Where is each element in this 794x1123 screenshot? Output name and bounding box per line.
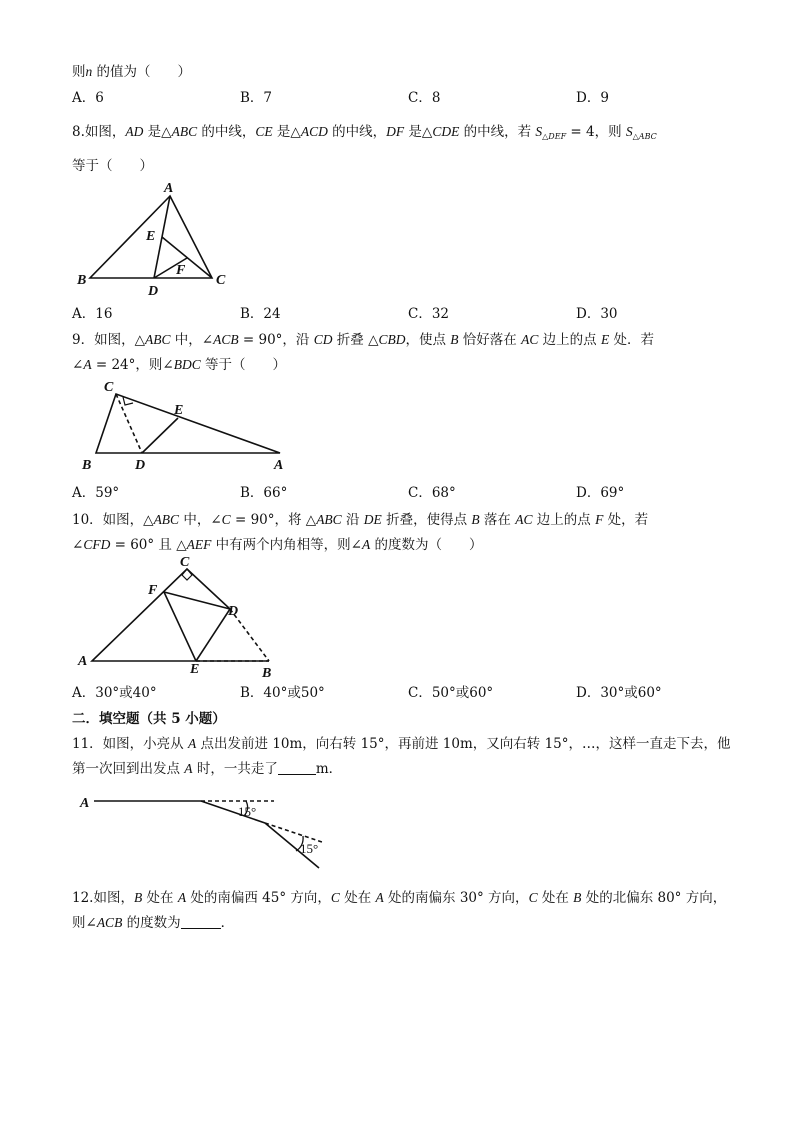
stem-text-fragment: 处，若 bbox=[603, 512, 649, 528]
stem-text-fragment: B bbox=[573, 890, 582, 905]
q11-answer-blank[interactable] bbox=[278, 761, 316, 775]
q9-fold-line-cd bbox=[116, 394, 142, 453]
stem-text-fragment: CE bbox=[255, 124, 273, 139]
stem-text-fragment: S bbox=[625, 124, 633, 139]
q8-option-c[interactable]: C．32 bbox=[408, 306, 450, 322]
q9-figure bbox=[78, 380, 298, 472]
q10-option-c[interactable]: C．50°或60° bbox=[408, 685, 494, 701]
stem-text-fragment: 点出发前进 10m，向右转 15°，再前进 10m，又向右转 15°，…，这样一直走下去，他 bbox=[196, 736, 731, 752]
stem-text-fragment: C bbox=[528, 890, 538, 905]
q8-label-e: E bbox=[146, 229, 156, 244]
stem-text-fragment: △DEF bbox=[542, 132, 567, 141]
stem-text-fragment: A bbox=[187, 736, 197, 751]
stem-text-fragment: ACD bbox=[300, 124, 328, 139]
stem-text-fragment: 等于（ ） bbox=[200, 357, 286, 373]
q9-segment-de bbox=[142, 418, 178, 453]
stem-text-fragment: m． bbox=[315, 761, 343, 777]
q10-label-c: C bbox=[180, 555, 190, 570]
stem-text-fragment: ABC bbox=[153, 512, 180, 527]
q12-stem-line2 bbox=[72, 914, 234, 932]
stem-text-fragment: AC bbox=[521, 332, 539, 347]
q10-option-d[interactable]: D．30°或60° bbox=[576, 685, 662, 701]
q7-option-b[interactable]: B．7 bbox=[240, 90, 273, 106]
stem-text-fragment: E bbox=[600, 332, 610, 347]
stem-text-fragment: S bbox=[535, 124, 543, 139]
stem-text-fragment: 恰好落在 bbox=[458, 332, 522, 348]
stem-text-fragment: ABC bbox=[144, 332, 171, 347]
q7-option-c[interactable]: C．8 bbox=[408, 90, 441, 106]
stem-text-fragment: 沿 bbox=[341, 512, 364, 528]
q10-fold-line-de bbox=[196, 609, 230, 661]
q8-label-b: B bbox=[77, 273, 87, 288]
q9-option-d[interactable]: D．69° bbox=[576, 485, 625, 501]
stem-text-fragment: ABC bbox=[171, 124, 198, 139]
q9-triangle-abc bbox=[96, 394, 280, 453]
stem-text-fragment: CDE bbox=[432, 124, 460, 139]
q10-stem-line2 bbox=[72, 536, 483, 554]
stem-text-fragment: ACB bbox=[96, 915, 123, 930]
stem-text-fragment: B bbox=[471, 512, 480, 527]
q11-stem-line2 bbox=[72, 760, 342, 778]
stem-text-fragment: A bbox=[184, 761, 193, 776]
stem-text-fragment: CBD bbox=[378, 332, 406, 347]
stem-text-fragment: 9．如图，△ bbox=[72, 332, 145, 348]
q10-segment-fe bbox=[164, 592, 196, 661]
q10-label-d: D bbox=[228, 604, 239, 619]
stem-text-fragment: 折叠，使得点 bbox=[381, 512, 472, 528]
q11-extension-2 bbox=[265, 823, 322, 842]
stem-text-fragment: 8.如图， bbox=[72, 124, 126, 140]
q8-option-d[interactable]: D．30 bbox=[576, 306, 618, 322]
q9-option-b[interactable]: B．66° bbox=[240, 485, 288, 501]
q10-option-a[interactable]: A．30°或40° bbox=[72, 685, 157, 701]
q8-stem-line2: 等于（ ） bbox=[72, 158, 153, 174]
stem-text-fragment: 的中线， bbox=[197, 124, 256, 140]
stem-text-fragment: ∠ bbox=[72, 537, 84, 553]
q11-angle-label-2: 15° bbox=[300, 841, 319, 856]
stem-text-fragment: 的度数为（ ） bbox=[370, 537, 483, 553]
stem-text-fragment: 中，∠ bbox=[170, 332, 214, 348]
q8-label-f: F bbox=[176, 263, 186, 278]
stem-text-fragment: BDC bbox=[173, 357, 201, 372]
q11-stem-line1 bbox=[72, 735, 731, 753]
stem-text-fragment: = 24°，则∠ bbox=[91, 357, 174, 373]
stem-text-fragment: DF bbox=[386, 124, 405, 139]
stem-text-fragment: 是△ bbox=[143, 124, 172, 140]
q8-median-ce bbox=[162, 237, 212, 278]
stem-text-fragment: ． bbox=[220, 915, 235, 931]
stem-text-fragment: 的中线，若 bbox=[459, 124, 536, 140]
stem-text-fragment: B bbox=[450, 332, 459, 347]
q11-figure bbox=[78, 788, 338, 873]
q10-label-e: E bbox=[190, 662, 200, 677]
q9-label-b: B bbox=[82, 458, 92, 473]
stem-text-fragment: A bbox=[361, 537, 371, 552]
stem-text-fragment: = 90°，沿 bbox=[238, 332, 314, 348]
stem-text-fragment: F bbox=[595, 512, 604, 527]
stem-text-fragment: 落在 bbox=[479, 512, 516, 528]
stem-text-fragment: ∠ bbox=[72, 357, 84, 373]
stem-text-fragment: 中有两个内角相等，则∠ bbox=[211, 537, 362, 553]
stem-text-fragment: C bbox=[330, 890, 340, 905]
stem-text-fragment: 处的北偏东 80° 方向， bbox=[581, 890, 727, 906]
q9-label-a: A bbox=[274, 458, 284, 473]
stem-text-fragment: 折叠 △ bbox=[332, 332, 379, 348]
q7-text-end: 的值为（ ） bbox=[92, 64, 192, 80]
q7-option-d[interactable]: D．9 bbox=[576, 90, 609, 106]
stem-text-fragment: A bbox=[177, 890, 187, 905]
stem-text-fragment: = 90°，将 △ bbox=[230, 512, 317, 528]
stem-text-fragment: A bbox=[375, 890, 384, 905]
stem-text-fragment: 中，∠ bbox=[179, 512, 222, 528]
stem-text-fragment: 处．若 bbox=[609, 332, 654, 348]
stem-text-fragment: ABC bbox=[316, 512, 342, 527]
stem-text-fragment: = 60° 且 △ bbox=[110, 537, 187, 553]
q12-stem-line1 bbox=[72, 889, 726, 907]
stem-text-fragment: = 4，则 bbox=[566, 124, 626, 140]
stem-text-fragment: 是△ bbox=[404, 124, 433, 140]
stem-text-fragment: AEF bbox=[186, 537, 212, 552]
q9-label-d: D bbox=[135, 458, 146, 473]
q9-stem-line1 bbox=[72, 331, 654, 349]
q9-option-c[interactable]: C．68° bbox=[408, 485, 456, 501]
stem-text-fragment: CFD bbox=[83, 537, 111, 552]
q7-text: 则 bbox=[72, 64, 86, 80]
q10-triangle-sides bbox=[92, 569, 269, 661]
q7-option-a[interactable]: A．6 bbox=[72, 90, 104, 106]
stem-text-fragment: 边上的点 bbox=[538, 332, 601, 348]
stem-text-fragment: 边上的点 bbox=[532, 512, 596, 528]
q10-label-a: A bbox=[78, 654, 88, 669]
stem-text-fragment: 处在 bbox=[142, 890, 178, 906]
q8-label-a: A bbox=[164, 181, 174, 196]
q10-option-b[interactable]: B．40°或50° bbox=[240, 685, 325, 701]
stem-text-fragment: △ABC bbox=[632, 132, 657, 141]
stem-text-fragment: 处在 bbox=[537, 890, 574, 906]
stem-text-fragment: ACB bbox=[213, 332, 239, 347]
q8-option-a[interactable]: A．16 bbox=[72, 306, 113, 322]
stem-text-fragment: 处的南偏西 45° 方向， bbox=[186, 890, 331, 906]
q10-stem-line1 bbox=[72, 511, 648, 529]
stem-text-fragment: B bbox=[133, 890, 143, 905]
stem-text-fragment: 的度数为 bbox=[122, 915, 181, 931]
stem-text-fragment: 的中线， bbox=[327, 124, 387, 140]
q8-option-b[interactable]: B．24 bbox=[240, 306, 281, 322]
q10-label-f: F bbox=[148, 583, 158, 598]
stem-text-fragment: 12.如图， bbox=[72, 890, 134, 906]
q9-label-c: C bbox=[104, 380, 114, 395]
stem-text-fragment: AC bbox=[515, 512, 533, 527]
q7-var-n: n bbox=[85, 64, 93, 79]
q12-answer-blank[interactable] bbox=[181, 915, 221, 929]
q8-stem-line1 bbox=[72, 123, 657, 143]
q8-label-c: C bbox=[216, 273, 226, 288]
stem-text-fragment: 处的南偏东 30° 方向， bbox=[383, 890, 529, 906]
stem-text-fragment: 10．如图，△ bbox=[72, 512, 154, 528]
stem-text-fragment: A bbox=[83, 357, 92, 372]
stem-text-fragment: 处在 bbox=[339, 890, 376, 906]
stem-text-fragment: 11．如图，小亮从 bbox=[72, 736, 188, 752]
q8-figure bbox=[70, 178, 240, 298]
section-fill-in-heading: 二．填空题（共 5 小题） bbox=[72, 711, 226, 727]
q10-right-angle-mark bbox=[182, 569, 192, 580]
stem-text-fragment: DE bbox=[363, 512, 382, 527]
q11-angle-label-1: 15° bbox=[238, 804, 257, 819]
stem-text-fragment: C bbox=[221, 512, 231, 527]
stem-text-fragment: CD bbox=[313, 332, 333, 347]
q10-label-b: B bbox=[262, 666, 272, 681]
q8-label-d: D bbox=[148, 284, 159, 299]
stem-text-fragment: 第一次回到出发点 bbox=[72, 761, 185, 777]
q7-stem-tail bbox=[72, 63, 191, 81]
stem-text-fragment: ，使点 bbox=[405, 332, 451, 348]
stem-text-fragment: AD bbox=[125, 124, 144, 139]
q9-option-a[interactable]: A．59° bbox=[72, 485, 120, 501]
stem-text-fragment: 时，一共走了 bbox=[192, 761, 278, 777]
q9-label-e: E bbox=[174, 403, 184, 418]
q9-stem-line2 bbox=[72, 356, 286, 374]
stem-text-fragment: 则∠ bbox=[72, 915, 97, 931]
stem-text-fragment: 是△ bbox=[272, 124, 301, 140]
q11-label-a: A bbox=[80, 796, 90, 811]
q10-figure bbox=[76, 557, 286, 681]
